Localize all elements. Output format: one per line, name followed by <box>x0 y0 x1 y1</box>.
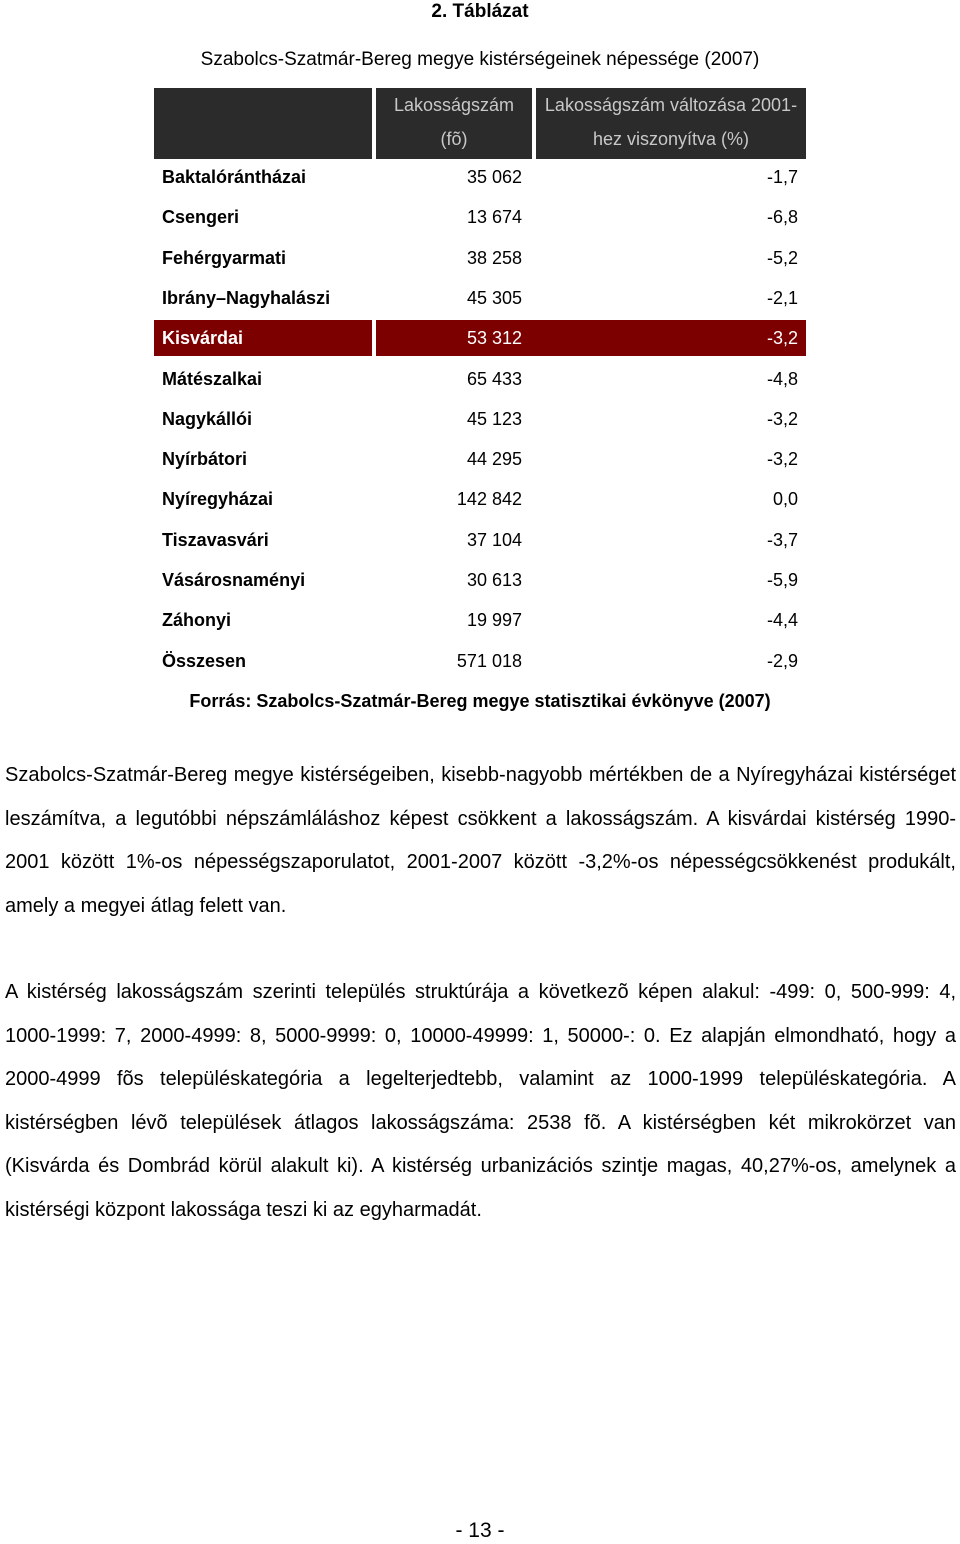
row-name: Záhonyi <box>162 610 232 631</box>
paragraph-2: A kistérség lakosságszám szerinti település struktúrája a következõ képen alakul: -499: 0, 500-999: 4, 1000-1999: 7, 2000-4999: 8, 5000-9999: 0, 10000-49999: 1, 50000-: 0. Ez alapján elmondható, hogy a 2000-4999 fõs településkategória a legelterjedtebb, valamint az 1000-1999 településkategória. A kistérségben lévõ települések átlagos lakosságszáma: 2538 fõ. A kistérségben két mikrokörzet van (Kisvárda és Dombrád körül alakult ki). A kistérség urbanizációs szintje magas, 40,27%-os, amelynek a kistérségi központ lakossága teszi ki az egyharmadát. <box>5 981 956 1221</box>
row-population: 19 997 <box>466 610 522 631</box>
row-change: -4,8 <box>766 368 798 389</box>
row-name: Fehérgyarmati <box>162 247 287 268</box>
table-row <box>154 643 806 679</box>
row-change: -3,2 <box>766 449 798 470</box>
table-row <box>154 481 806 517</box>
row-change: 0,0 <box>772 489 798 510</box>
header-change-line2: hez viszonyítva (%) <box>592 129 750 149</box>
row-name: Vásárosnaményi <box>162 570 306 590</box>
row-population: 45 305 <box>466 287 522 308</box>
row-change: -3,2 <box>766 408 798 429</box>
row-population: 35 062 <box>466 167 522 187</box>
row-population: 13 674 <box>466 207 522 228</box>
row-name: Nagykállói <box>162 408 253 429</box>
header-change-line1: Lakosságszám változása 2001- <box>544 95 798 115</box>
row-name: Baktalórántházai <box>162 167 307 187</box>
table-row <box>154 280 806 316</box>
row-name: Mátészalkai <box>162 368 263 389</box>
row-name: Kisvárdai <box>162 328 244 349</box>
row-change: -5,9 <box>766 570 798 590</box>
row-name: Csengeri <box>162 207 240 228</box>
table-row <box>154 320 806 356</box>
header-population-line2: (fõ) <box>440 129 468 149</box>
row-change: -3,2 <box>766 328 798 349</box>
row-name: Ibrány–Nagyhalászi <box>162 287 331 308</box>
table-row <box>154 522 806 558</box>
row-name: Összesen <box>162 650 247 671</box>
header-population <box>376 88 532 156</box>
table-source: Forrás: Szabolcs-Szatmár-Bereg megye statisztikai évkönyve (2007) <box>189 691 771 711</box>
table-label: 2. Táblázat <box>431 1 529 22</box>
row-name: Nyíregyházai <box>162 489 274 510</box>
row-population: 37 104 <box>466 529 522 550</box>
header-change <box>536 88 806 156</box>
row-population: 45 123 <box>466 408 522 429</box>
table-header <box>154 88 806 159</box>
row-population: 65 433 <box>466 368 522 389</box>
table-row <box>154 159 806 195</box>
row-population: 571 018 <box>456 650 522 671</box>
row-population: 142 842 <box>456 489 522 510</box>
table-row <box>154 361 806 397</box>
row-change: -6,8 <box>766 207 798 228</box>
row-name: Nyírbátori <box>162 449 248 470</box>
row-change: -2,1 <box>766 287 798 308</box>
row-change: -2,9 <box>766 650 798 671</box>
paragraph-1: Szabolcs-Szatmár-Bereg megye kistérségeiben, kisebb-nagyobb mértékben de a Nyíregyházai kistérséget leszámítva, a legutóbbi népszámláláshoz képest csökkent a lakosságszám. A kisvárdai kistérség 1990-2001 között 1%-os népességszaporulatot, 2001-2007 között -3,2%-os népességcsökkenést produkált, amely a megyei átlag felett van. <box>5 764 956 917</box>
row-separator <box>372 320 376 356</box>
table-row <box>154 441 806 477</box>
row-name: Tiszavasvári <box>162 529 269 550</box>
row-population: 30 613 <box>466 570 522 590</box>
table-row <box>154 199 806 235</box>
header-population-line1: Lakosságszám <box>393 95 515 115</box>
row-change: -1,7 <box>766 167 798 187</box>
table-row <box>154 562 806 598</box>
row-population: 44 295 <box>466 449 522 470</box>
table-row <box>154 240 806 276</box>
row-change: -5,2 <box>766 247 798 268</box>
row-population: 38 258 <box>466 247 522 268</box>
table-title: Szabolcs-Szatmár-Bereg megye kistérségeinek népessége (2007) <box>200 49 760 70</box>
row-change: -3,7 <box>766 529 798 550</box>
row-change: -4,4 <box>766 610 798 631</box>
row-population: 53 312 <box>466 328 522 349</box>
page-number: - 13 - <box>455 1519 505 1542</box>
table-row <box>154 401 806 437</box>
table-row <box>154 602 806 638</box>
